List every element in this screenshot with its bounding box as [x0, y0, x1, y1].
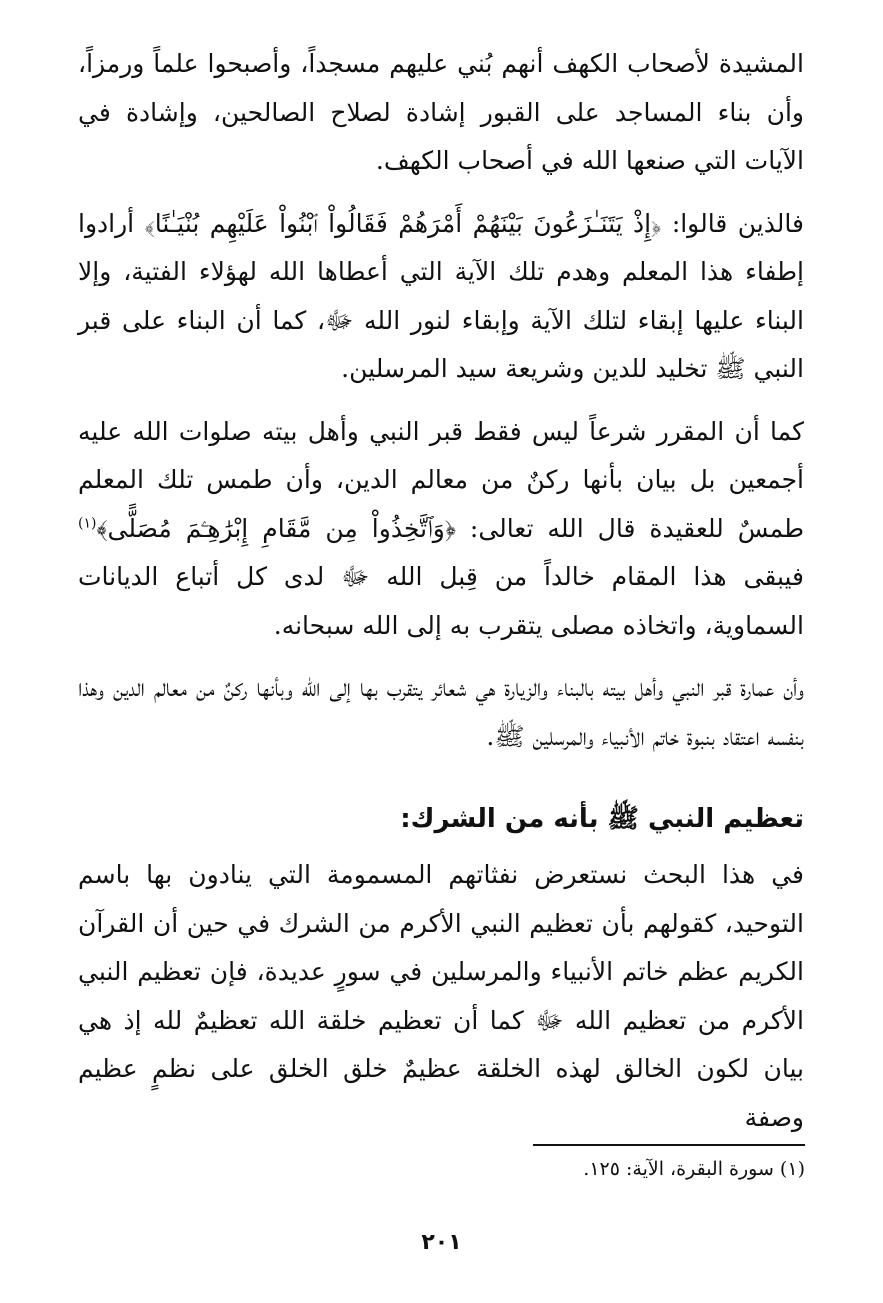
paragraph-2: فالذين قالوا: ﴿إِذْ يَتَنَـٰزَعُونَ بَيْنَهُمْ أَمْرَهُمْ فَقَالُواْ ٱبْنُواْ عَلَيْهِم بُنْيَـٰنًا﴾ أرادوا إطفاء هذا المعلم وهدم تلك الآية التي أعطاها الله لهؤلاء الفتية، وإلا البناء عليها إبقاء لتلك الآية وإبقاء لنور الله ﷻ، كما أن البناء على قبر النبي ﷺ تخليد للدين وشريعة سيد المرسلين.	[78, 208, 804, 383]
paragraph-3-text: كما أن المقرر شرعاً ليس فقط قبر النبي وأهل بيته صلوات الله عليه أجمعين بل بيان بأنها ركنٌ من معالم الدين، وأن طمس تلك المعلم طمسٌ للعقيدة قال الله تعالى: ﴿وَٱتَّخِذُواْ مِن مَّقَامِ إِبْرَٰهِـۧمَ مُصَلًّى﴾	[78, 416, 804, 543]
page-number: ٢٠١	[421, 1230, 462, 1255]
section-heading: تعظيم النبي ﷺ بأنه من الشرك:	[400, 804, 804, 834]
paragraph-3-tail: فيبقى هذا المقام خالداً من قِبل الله ﷻ لدى كل أتباع الديانات السماوية، واتخاذه مصلى يتقرب به إلى الله سبحانه.	[78, 562, 804, 640]
paragraph-1: المشيدة لأصحاب الكهف أنهم بُني عليهم مسجداً، وأصبحوا علماً ورمزاً، وأن بناء المساجد على القبور إشادة لصلاح الصالحين، وإشادة في الآيات التي صنعها الله في أصحاب الكهف.	[78, 49, 804, 175]
paragraph-3	[78, 408, 804, 651]
paragraph-4: وأن عمارة قبر النبي وأهل بيته بالبناء والزيارة هي شعائر يتقرب بها إلى الله وبأنها ركنٌ من معالم الدين وهذا بنفسه اعتقاد بنبوة خاتم الأنبياء والمرسلين ﷺ.	[78, 673, 804, 751]
footnote-divider	[533, 1144, 805, 1146]
footnote-marker[interactable]: (١)	[78, 515, 97, 532]
footnote: (١) سورة البقرة، الآية: ١٢٥.	[583, 1158, 805, 1180]
paragraph-5: في هذا البحث نستعرض نفثاتهم المسمومة التي ينادون بها باسم التوحيد، كقولهم بأن تعظيم النبي الأكرم من الشرك في حين أن القرآن الكريم عظم خاتم الأنبياء والمرسلين في سورٍ عديدة، فإن تعظيم النبي الأكرم من تعظيم الله ﷻ كما أن تعظيم خلقة الله تعظيمٌ لله إذ هي بيان لكون الخالق لهذه الخلقة عظيمٌ خلق الخلق على نظمٍ عظيم وصفة	[78, 860, 804, 1132]
page-body	[78, 40, 804, 1156]
